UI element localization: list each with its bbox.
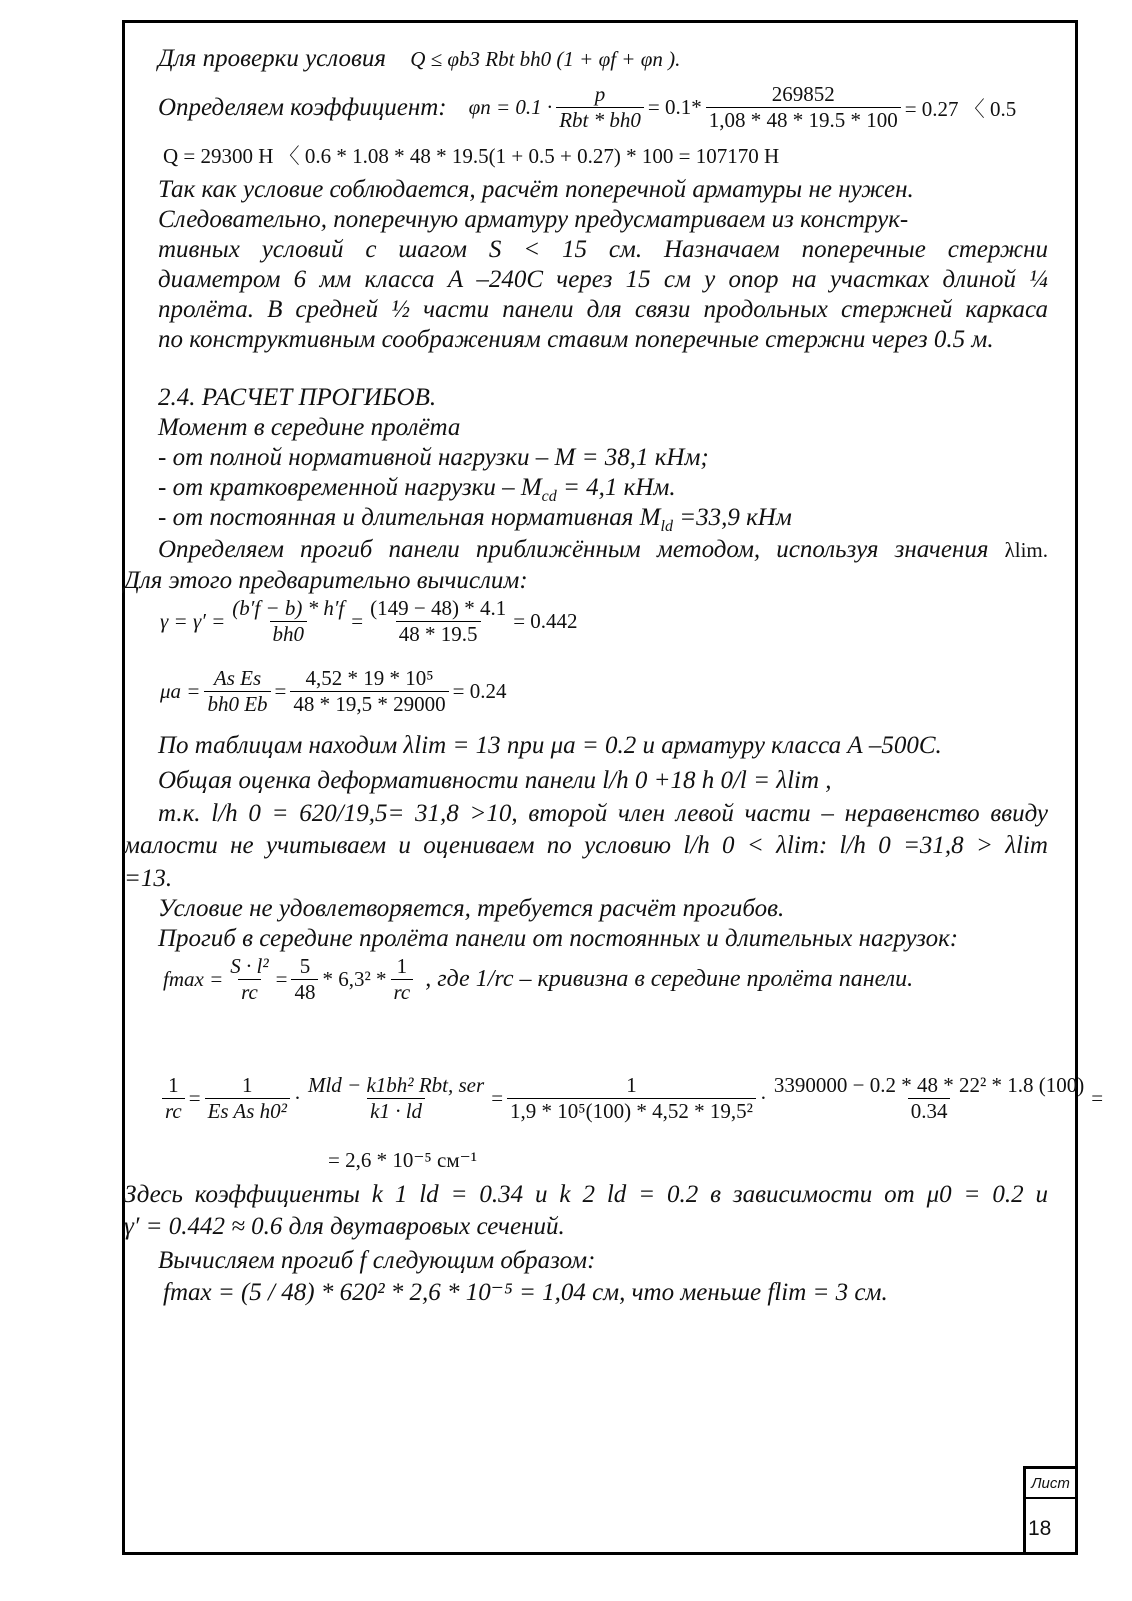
mu-frac2-den: 48 * 19,5 * 29000: [290, 691, 448, 717]
para1-line3: тивных условий с шагом S < 15 см. Назначаем поперечные стержни: [158, 236, 1048, 263]
rc-frac-3: [305, 1073, 487, 1124]
fmax-mid: * 6,3² *: [322, 967, 387, 991]
fmax-lhs: fmax =: [163, 967, 224, 991]
rc-frac2-num: 1: [242, 1073, 253, 1097]
gamma-lhs: γ = γ′ =: [160, 609, 226, 633]
gamma-frac2-den: 48 * 19.5: [396, 621, 481, 647]
phi-frac1-num: p: [594, 82, 606, 106]
rc-frac1-den: rc: [162, 1098, 185, 1124]
rc-frac-4: [507, 1073, 756, 1124]
moment-full-load: - от полной нормативной нагрузки – М = 38,1 кНм;: [158, 444, 709, 471]
mu-frac1-num: As Es: [213, 666, 262, 690]
table-lookup-line: По таблицам находим λlim = 13 при μa = 0.2 и арматуру класса А –500С.: [158, 732, 942, 759]
q-check-line: Q = 29300 H 〈 0.6 * 1.08 * 48 * 19.5(1 + 0.5 + 0.27) * 100 = 107170 H: [163, 144, 780, 168]
gamma-result: = 0.442: [513, 609, 578, 633]
check-condition-formula: Q ≤ φb3 Rbt bh0 (1 + φf + φn ).: [410, 47, 681, 71]
approx-method-line: [158, 537, 1048, 562]
rc-frac5-den: 0.34: [908, 1098, 951, 1124]
preliminary-line: Для этого предварительно вычислим:: [124, 567, 528, 594]
mu-formula: μa = $\frac{\text{As Es}}{bh0 Eb}$ = $\frac{\text{4,52 * 19 * 10⁵}}{48 * 19,5 * 29000}$ = 0.24: [160, 666, 507, 716]
mu-frac1-den: bh0 Eb: [204, 691, 270, 717]
lambda-lim-symbol: λlim.: [1004, 538, 1048, 562]
para1-line6: по конструктивным соображениям ставим поперечные стержни через 0.5 м.: [158, 326, 994, 353]
coef-line-2: γ′ = 0.442 ≈ 0.6 для двутавровых сечений.: [124, 1213, 565, 1240]
para1-line2: Следовательно, поперечную арматуру предусматриваем из конструк-: [158, 206, 909, 233]
rc-frac3-num: Mld − k1bh² Rbt, ser: [307, 1073, 485, 1097]
moment-short-text: - от кратковременной нагрузки – М: [158, 474, 542, 501]
para1-line4: диаметром 6 мм класса А –240С через 15 см у опор на участках длиной ¼: [158, 266, 1048, 293]
coef-phi-line: [158, 82, 1016, 133]
check-condition-label: Для проверки условия: [158, 45, 386, 72]
para1-line1: Так как условие соблюдается, расчёт поперечной арматуры не нужен.: [158, 176, 914, 203]
mu-lhs: μa =: [160, 679, 201, 703]
rc-frac1-num: 1: [168, 1073, 179, 1097]
phi-frac2-num: 269852: [771, 82, 835, 106]
mu-frac-2: [290, 666, 448, 717]
gamma-frac-2: [367, 596, 509, 647]
rc-frac-1: [162, 1073, 185, 1124]
fmax-frac3-num: 1: [396, 954, 408, 978]
rc-frac4-den: 1,9 * 10⁵(100) * 4,52 * 19,5²: [507, 1098, 756, 1124]
fmax-frac2-den: 48: [291, 979, 318, 1005]
fmax-frac-2: [291, 954, 318, 1005]
gamma-frac2-num: (149 − 48) * 4.1: [370, 596, 507, 620]
rc-frac5-num: 3390000 − 0.2 * 48 * 22² * 1.8 (100): [773, 1073, 1085, 1097]
fmax-frac-1: [227, 954, 271, 1005]
coef-label: Определяем коэффициент:: [158, 93, 447, 121]
gamma-frac1-den: bh0: [270, 621, 308, 647]
final-deflection-line: fmax = (5 / 48) * 620² * 2,6 * 10⁻⁵ = 1,04 см, что меньше flim = 3 см.: [163, 1279, 888, 1306]
phi-frac2-den: 1,08 * 48 * 19.5 * 100: [706, 107, 901, 133]
moment-short-value: = 4,1 кНм.: [556, 474, 676, 501]
phi-lhs: φn = 0.1 ·: [468, 95, 553, 119]
sheet-label: Лист: [1026, 1469, 1075, 1499]
sheet-stamp: [1023, 1466, 1075, 1552]
section-title: 2.4. РАСЧЕТ ПРОГИБОВ.: [158, 384, 437, 411]
curvature-formula: $\frac{1}{rc}$ = $\frac{1}{\text{Es As h0²}}$ · $\frac{\text{Mld − k1bh² Rbt, ser}}{k1 \cdot ld}$ = $\frac{1}{\text{1,9 * 10⁵(100) * 4,52 * 19,5²}}$ · $\frac{\text{3390000 − 0.2 * 48 * 22² * 1.8 (100)}}{0.34}$ =: [158, 1073, 1103, 1124]
phi-frac1-den: Rbt * bh0: [556, 107, 644, 133]
tk-line-3: =13.: [124, 865, 173, 892]
sheet-number: 18: [1028, 1517, 1052, 1540]
fmax-frac2-num: 5: [299, 954, 311, 978]
moment-short-load: [158, 475, 676, 505]
moment-long-value: =33,9 кНм: [672, 504, 792, 531]
moment-title: Момент в середине пролёта: [158, 414, 461, 441]
phi-fraction-1: [556, 82, 644, 133]
gamma-frac-1: [229, 596, 347, 647]
approx-text: Определяем прогиб панели приближённым методом, используя значения: [158, 536, 989, 563]
phi-mid: = 0.1*: [647, 95, 702, 119]
deformability-line: Общая оценка деформативности панели l/h 0 +18 h 0/l = λlim ,: [158, 767, 832, 794]
check-condition-line: [158, 46, 680, 71]
mu-frac-1: [204, 666, 270, 717]
phi-result: = 0.27 〈 0.5: [904, 96, 1017, 121]
calc-deflection-line: Вычисляем прогиб f следующим образом:: [158, 1247, 596, 1274]
moment-long-sub: ld: [660, 518, 673, 535]
para1-line5: пролёта. В средней ½ части панели для связи продольных стержней каркаса: [158, 296, 1048, 323]
fmax-frac-3: [391, 954, 414, 1005]
gamma-formula: γ = γ′ = $\frac{(b'f - b) * h'f}{bh0}$ = $\frac{(149 - 48) * 4.1}{48 * 19.5}$ = 0.442: [160, 596, 578, 646]
rc-frac3-den: k1 · ld: [367, 1098, 425, 1124]
moment-short-sub: cd: [541, 488, 557, 505]
deflection-line: Прогиб в середине пролёта панели от постоянных и длительных нагрузок:: [158, 925, 959, 952]
tk-line-2: малости не учитываем и оцениваем по условию l/h 0 < λlim: l/h 0 =31,8 > λlim: [124, 832, 1048, 859]
moment-long-text: - от постоянная и длительная нормативная М: [158, 504, 661, 531]
fmax-frac3-den: rc: [391, 979, 414, 1005]
tk-line-1: т.к. l/h 0 = 620/19,5= 31,8 >10, второй член левой части – неравенство ввиду: [158, 800, 1048, 827]
mu-frac2-num: 4,52 * 19 * 10⁵: [305, 666, 434, 690]
rc-frac-5: [771, 1073, 1087, 1124]
fmax-frac1-num: S · l²: [230, 954, 269, 978]
phi-fraction-2: [706, 82, 901, 133]
condition-fail-line: Условие не удовлетворяется, требуется расчёт прогибов.: [158, 895, 785, 922]
rc-frac2-den: Es As h0²: [205, 1098, 290, 1124]
rc-frac-2: [205, 1073, 290, 1124]
curvature-result: = 2,6 * 10⁻⁵ см⁻¹: [328, 1148, 477, 1172]
gamma-frac1-num: (b′f − b) * h′f: [232, 596, 345, 620]
fmax-formula: fmax = $\frac{\text{S · l²}}{rc}$ = $\frac{5}{48}$ * 6,3² * $\frac{1}{rc}$ , где 1/rc – кривизна в середине пролёта панели.: [163, 954, 914, 1004]
fmax-frac1-den: rc: [238, 979, 261, 1005]
moment-long-load: [158, 505, 792, 535]
rc-frac4-num: 1: [626, 1073, 637, 1097]
mu-result: = 0.24: [452, 679, 507, 703]
fmax-tail: , где 1/rc – кривизна в середине пролёта панели.: [425, 966, 914, 992]
coef-line-1: Здесь коэффициенты k 1 ld = 0.34 и k 2 ld = 0.2 в зависимости от μ0 = 0.2 и: [124, 1181, 1048, 1208]
